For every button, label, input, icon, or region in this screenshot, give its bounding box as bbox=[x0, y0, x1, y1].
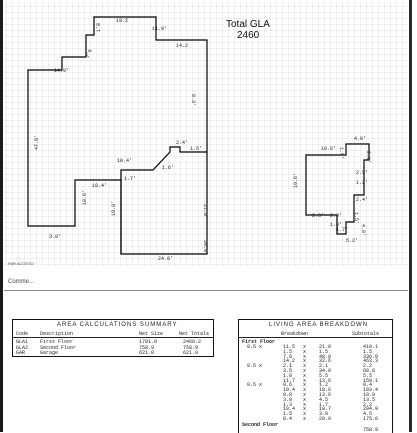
main-dimension-label: 7'8 bbox=[85, 48, 94, 60]
living-dim-a: 1.3 bbox=[283, 401, 293, 408]
garage-dimension-label: 2.0' bbox=[365, 151, 371, 164]
living-dim-a: 11.5 bbox=[283, 344, 296, 350]
living-dim-a: 0.6 bbox=[283, 382, 293, 389]
living-dim-b: 13.6 bbox=[319, 392, 332, 398]
garage-dimension-label: 1.7' bbox=[336, 227, 349, 233]
main-dimension-label: 14.9' bbox=[54, 68, 70, 74]
living-subtotal: 68.8 bbox=[363, 368, 376, 374]
garage-dimension-label: 2.4' bbox=[356, 197, 369, 203]
summary-net-size: 758.9 bbox=[139, 344, 155, 351]
living-dim-a: 3.0 bbox=[283, 396, 293, 403]
col-net-size: Net Size bbox=[139, 331, 164, 337]
living-dim-b: 2.1 bbox=[319, 363, 329, 370]
living-factor: 0.5 x bbox=[247, 382, 263, 389]
col-description: Description bbox=[40, 331, 74, 337]
main-dimension-label: 1.7' bbox=[124, 176, 137, 182]
second-floor-label: Second Floor bbox=[242, 422, 279, 428]
col-net-totals: Net Totals bbox=[179, 331, 210, 337]
main-dimension-label: 19.2 bbox=[116, 18, 129, 24]
living-factor: 0.5 x bbox=[247, 363, 263, 370]
summary-net-total: 758.9 bbox=[183, 344, 199, 351]
living-dim-b: 48.0 bbox=[319, 353, 332, 360]
living-times: x bbox=[303, 396, 307, 403]
living-dim-a: 11.7 bbox=[283, 377, 296, 384]
living-times: x bbox=[303, 387, 307, 394]
living-subtotal: 5.5 bbox=[363, 372, 373, 379]
living-dim-b: 3.0 bbox=[319, 411, 329, 418]
sketch-stamp: PAR ACOSTO bbox=[8, 261, 34, 266]
main-dimension-label: 11.9' bbox=[152, 26, 168, 32]
living-times: x bbox=[303, 372, 307, 379]
main-dimension-label: 1.5' bbox=[190, 146, 203, 152]
comments-label: Comme... bbox=[8, 279, 35, 285]
first-floor-label: First Floor bbox=[242, 339, 276, 345]
main-dimension-label: 24.0' bbox=[158, 256, 174, 262]
living-subtotal: 1.5 bbox=[363, 348, 373, 355]
garage-dimension-label: 1.0' bbox=[330, 222, 343, 228]
main-dimension-label: 14.2 bbox=[176, 43, 189, 49]
garage-dimension-label: 1.5' bbox=[353, 212, 359, 225]
living-times: x bbox=[303, 392, 307, 398]
living-times: x bbox=[303, 411, 307, 418]
living-dim-b: 5.5 bbox=[319, 372, 329, 379]
living-subtotal: 2.2 bbox=[363, 401, 373, 408]
living-times: x bbox=[303, 363, 307, 370]
main-dimension-label: 21.0' bbox=[202, 204, 208, 220]
living-dim-b: 34.0 bbox=[319, 368, 332, 374]
living-times: x bbox=[303, 344, 307, 350]
living-dim-b: 19.7 bbox=[319, 406, 332, 413]
living-dim-b: 32.6 bbox=[319, 358, 332, 365]
living-times: x bbox=[303, 377, 307, 384]
living-times: x bbox=[303, 401, 307, 408]
garage-dimension-label: 4.0' bbox=[360, 224, 366, 237]
summary-net-size: 621.0 bbox=[139, 350, 155, 356]
garage-dimension-label: 1.2' bbox=[356, 180, 369, 186]
main-dimension-label: 47.9' bbox=[34, 134, 40, 150]
garage-dimension-label: 10.6' bbox=[293, 172, 299, 188]
living-subtotal: 463.3 bbox=[363, 358, 379, 365]
living-subtotal: 0.4 bbox=[363, 382, 373, 389]
main-dimension-label: 18.6' bbox=[82, 189, 88, 205]
living-subtotal: 13.5 bbox=[363, 396, 376, 403]
living-dim-a: 1.5 bbox=[283, 411, 293, 418]
garage-dimension-label: 2.0' bbox=[330, 213, 343, 219]
living-subtotal: 204.9 bbox=[363, 406, 379, 413]
total-gla-label: Total GLA bbox=[226, 19, 270, 30]
summary-description: First Floor bbox=[40, 339, 74, 345]
living-dim-b: 20.9 bbox=[319, 416, 332, 422]
garage-dimension-label: 10.6' bbox=[321, 146, 337, 152]
summary-net-total: 2460.2 bbox=[183, 339, 202, 345]
living-subtotal: 2.2 bbox=[363, 363, 373, 370]
summary-net-total: 621.0 bbox=[183, 350, 199, 356]
area-summary-table bbox=[12, 319, 214, 357]
living-dim-b: 1.7 bbox=[319, 401, 329, 408]
main-dimension-label: 19.0' bbox=[111, 200, 117, 216]
main-dimension-label: 20.9' bbox=[202, 240, 208, 256]
garage-dimension-label: 1.5' bbox=[338, 147, 344, 160]
living-times: x bbox=[303, 368, 307, 374]
living-times: x bbox=[303, 348, 307, 355]
summary-description: Second Floor bbox=[40, 344, 77, 351]
living-times: x bbox=[303, 358, 307, 365]
garage-dimension-label: 2.3' bbox=[312, 213, 325, 219]
living-dim-a: 8.4 bbox=[283, 416, 293, 422]
living-dim-b: 13.6 bbox=[319, 377, 332, 384]
main-dimension-label: 2.4' bbox=[176, 140, 189, 146]
living-dim-b: 1.5 bbox=[319, 348, 329, 355]
main-dimension-label: 1'8 bbox=[96, 22, 102, 32]
garage-dimension-label: 2.5' bbox=[356, 170, 369, 176]
summary-code: GLA1 bbox=[16, 339, 29, 345]
living-dim-a: 7.0 bbox=[283, 353, 293, 360]
main-dimension-label: 3.0' bbox=[49, 234, 62, 240]
living-dim-a: 10.4 bbox=[283, 406, 296, 413]
second-floor-total: 758.9 bbox=[363, 427, 379, 433]
living-times: x bbox=[303, 353, 307, 360]
col-breakdown: Breakdown bbox=[281, 331, 309, 337]
living-factor: 0.5 x bbox=[247, 344, 263, 350]
living-dim-a: 0.8 bbox=[283, 392, 293, 398]
living-area-table bbox=[238, 319, 393, 433]
col-code: Code bbox=[16, 331, 29, 337]
main-dimension-label: 8.3' bbox=[190, 94, 196, 107]
living-times: x bbox=[303, 382, 307, 389]
living-dim-a: 3.5 bbox=[283, 368, 293, 374]
living-dim-b: 21.0 bbox=[319, 344, 332, 350]
main-dimension-label: 1.6' bbox=[162, 165, 175, 171]
living-dim-b: 1.2 bbox=[319, 382, 329, 389]
living-dim-b: 4.5 bbox=[319, 396, 329, 403]
area-summary-title: AREA CALCULATIONS SUMMARY bbox=[57, 322, 178, 328]
summary-code: GAR bbox=[16, 350, 26, 356]
garage-dimension-label: 5.2' bbox=[346, 238, 359, 244]
living-subtotal: 10.9 bbox=[363, 392, 376, 398]
living-subtotal: 4.5 bbox=[363, 411, 373, 418]
living-dim-b: 18.6 bbox=[319, 387, 332, 394]
main-dimension-label: 10.4' bbox=[117, 158, 133, 164]
living-times: x bbox=[303, 416, 307, 422]
summary-code: GLA2 bbox=[16, 344, 29, 351]
living-dim-a: 1.0 bbox=[283, 372, 293, 379]
comments-divider bbox=[4, 290, 408, 291]
total-gla-value: 2460 bbox=[237, 30, 260, 41]
living-subtotal: 336.0 bbox=[363, 353, 379, 360]
summary-description: Garage bbox=[40, 350, 59, 356]
living-dim-a: 2.1 bbox=[283, 363, 293, 370]
living-times: x bbox=[303, 406, 307, 413]
living-dim-a: 1.5 bbox=[283, 348, 293, 355]
summary-net-size: 1701.0 bbox=[139, 339, 158, 345]
living-subtotal: 159.1 bbox=[363, 377, 379, 384]
living-subtotal: 175.6 bbox=[363, 416, 379, 422]
col-subtotals: Subtotals bbox=[352, 331, 380, 337]
main-dimension-label: 10.4' bbox=[92, 183, 108, 189]
living-subtotal: 410.1 bbox=[363, 344, 379, 350]
living-dim-a: 14.2 bbox=[283, 358, 296, 365]
living-dim-a: 10.4 bbox=[283, 387, 296, 394]
living-subtotal: 193.4 bbox=[363, 387, 379, 394]
garage-dimension-label: 4.0' bbox=[354, 136, 367, 142]
living-area-title: LIVING AREA BREAKDOWN bbox=[269, 322, 369, 328]
